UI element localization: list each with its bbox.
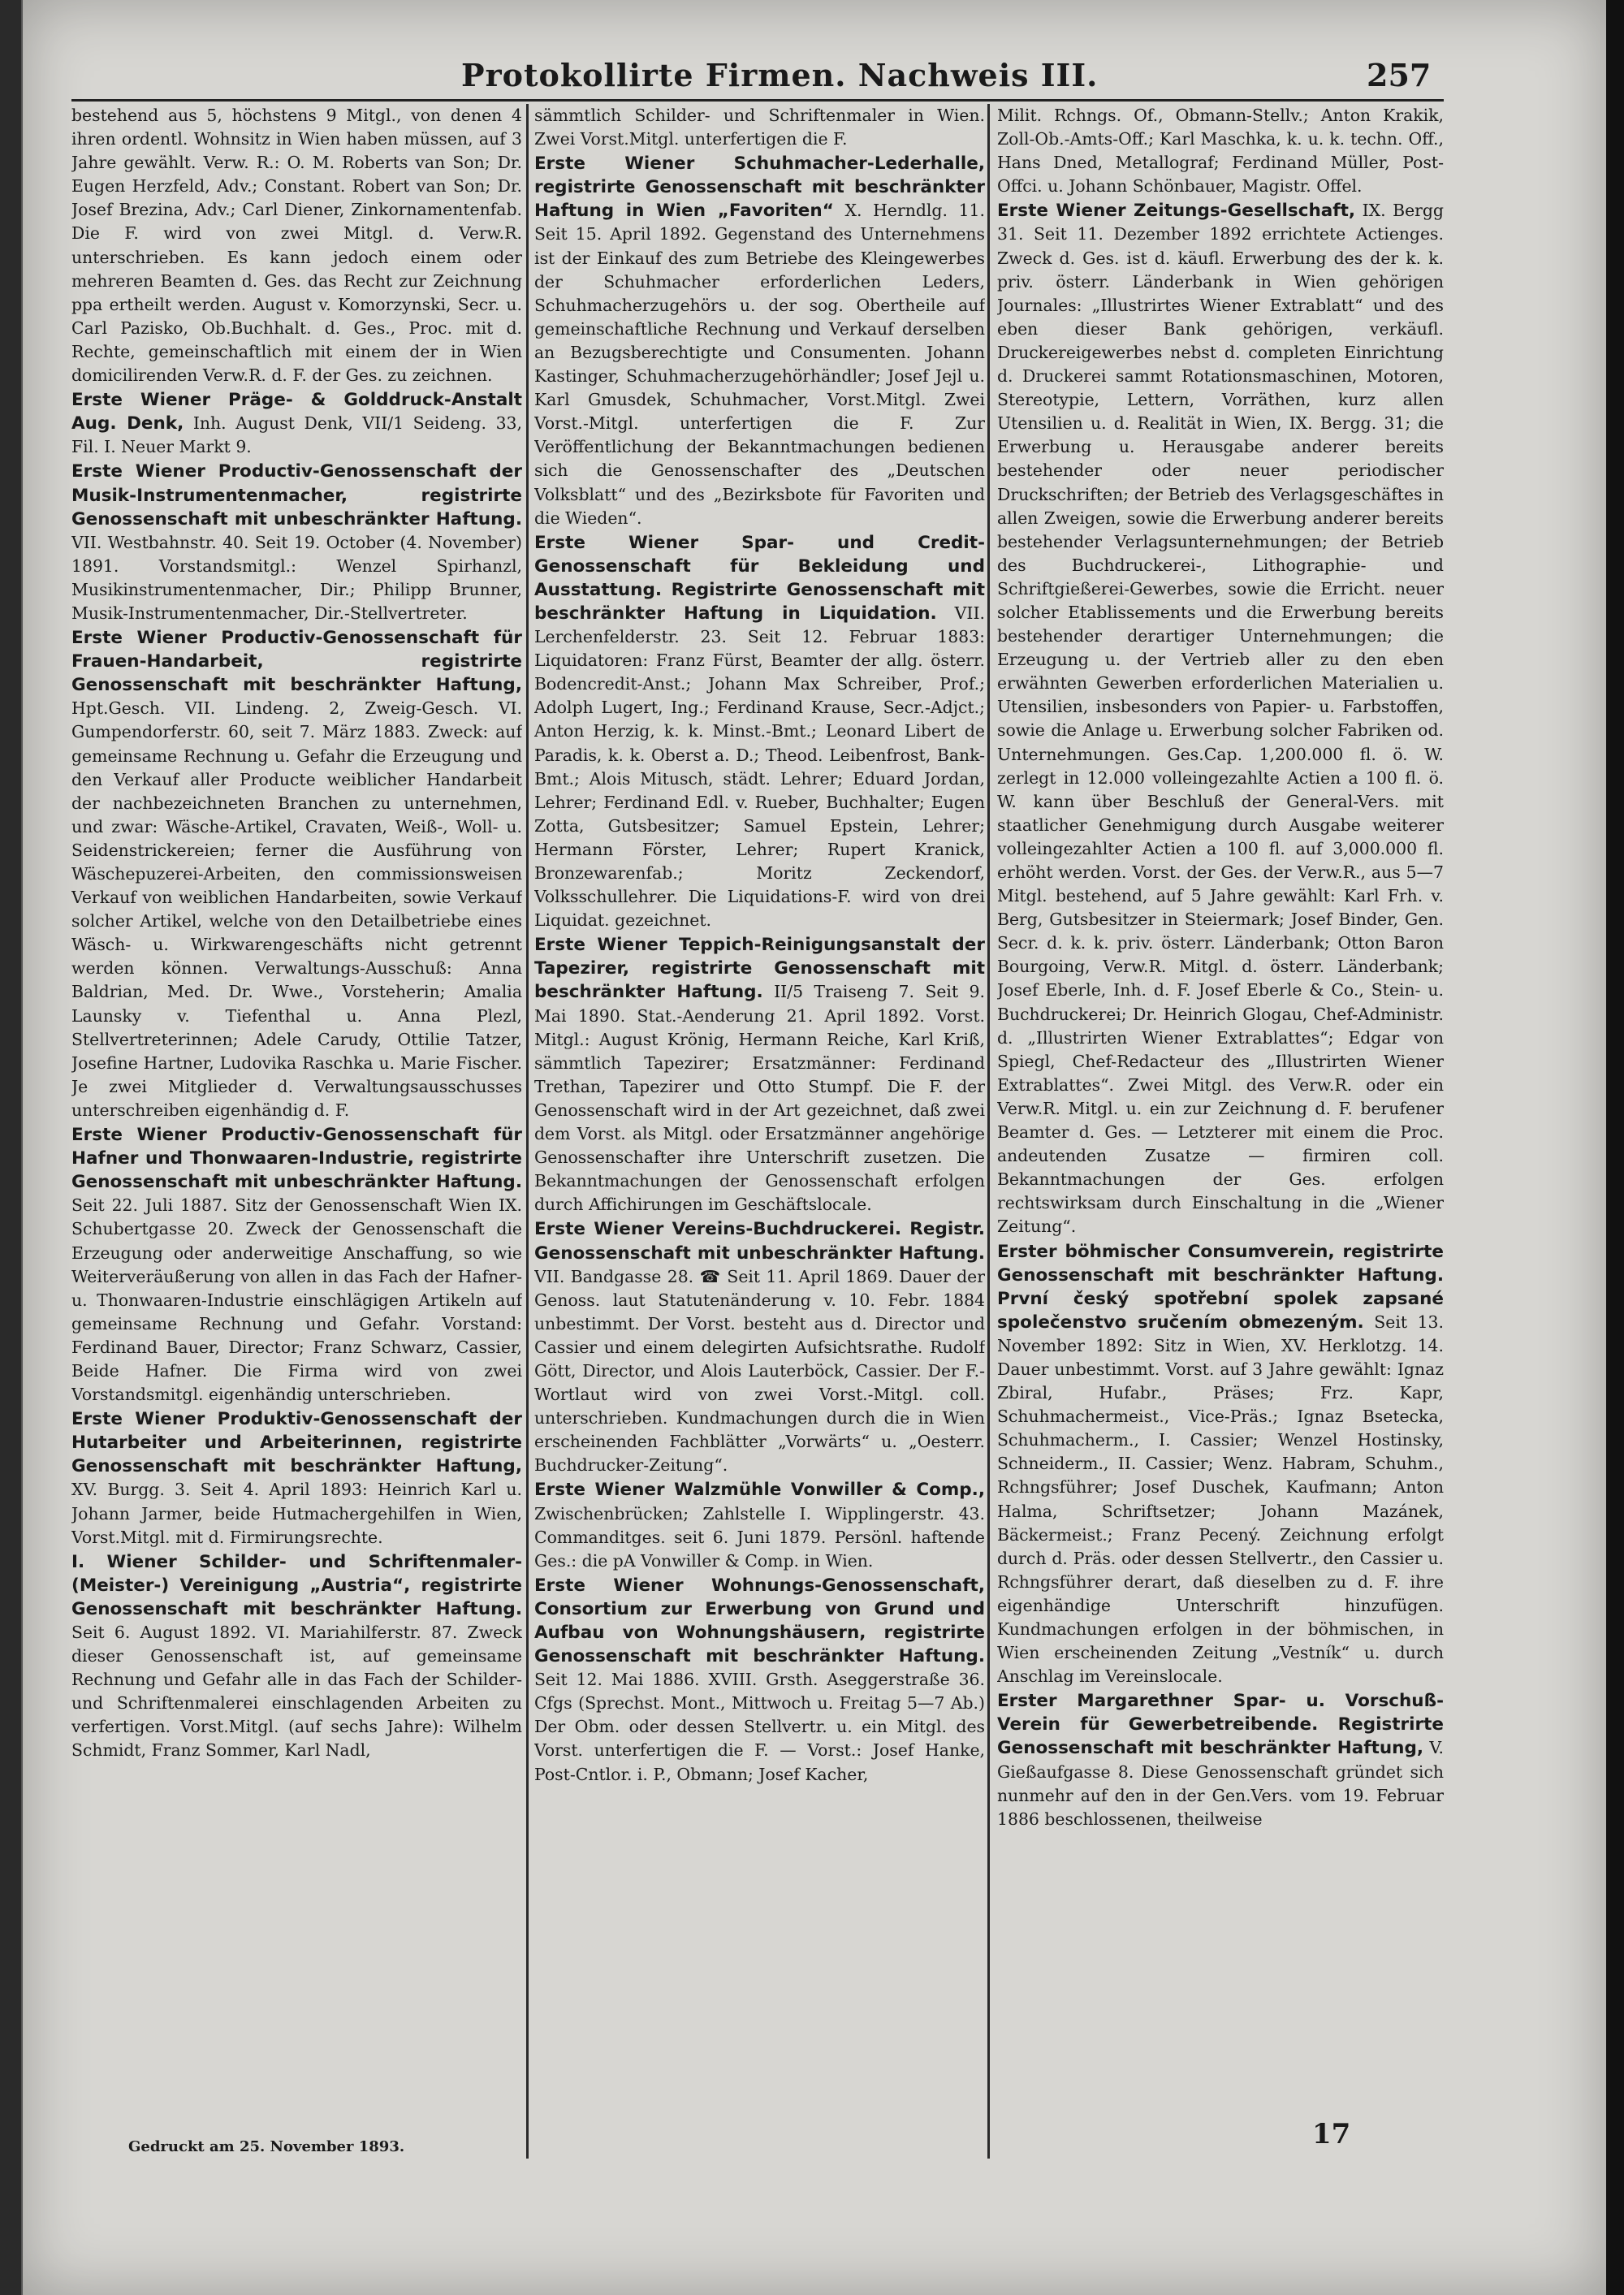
firm-name: Erste Wiener Produktiv-Genossenschaft der Hutarbeiter und Arbeiterinnen, registrirte Genossenschaft mit beschränkter Haftung, [71,1409,522,1477]
firm-name: Erste Wiener Schuhmacher-Lederhalle, registrirte Genossenschaft mit beschränkter Haftung in Wien „Favoriten“ [534,153,985,222]
entry-text: VII. Bandgasse 28. ☎ Seit 11. April 1869. Dauer der Genoss. laut Statutenänderung v. 10. Febr. 1884 unbestimmt. Der Vorst. besteht aus d. Director und Cassier und einem delegirten Aufsichtsrathe. Rudolf Gött, Director, und Alois Lauterböck, Cassier. Der F.-Wortlaut wird von zwei Vorst.-Mitgl. coll. unterschrieben. Kundmachungen durch die in Wien erscheinenden Fachblätter „Vorwärts“ u. „Oesterr. Buchdrucker-Zeitung“. [534,1266,985,1476]
firm-name: Erste Wiener Spar- und Credit-Genossenschaft für Bekleidung und Ausstattung. Registrirte Genossenschaft mit beschränkter Haftung in Liquidation. [534,532,985,624]
entry-text: sämmtlich Schilder- und Schriftenmaler in Wien. Zwei Vorst.Mitgl. unterfertigen die F. [534,106,985,149]
firm-name: Erste Wiener Teppich-Reinigungsanstalt der Tapezirer, registrirte Genossenschaft mit beschränkter Haftung. [534,935,985,1003]
entry-text: V. Gießaufgasse 8. Diese Genossenschaft gründet sich nunmehr auf den in der Gen.Vers. vom 19. Februar 1886 beschlossenen, theilweise [997,1738,1444,1829]
entry-text: Inh. August Denk, VII/1 Seideng. 33, Fil. I. Neuer Markt 9. [71,413,522,457]
entry-text: IX. Bergg 31. Seit 11. Dezember 1892 errichtete Actienges. Zweck d. Ges. ist d. käufl. Erwerbung des der k. k. priv. österr. Länderbank in Wien gehörigen Journales: „Illustrirtes Wiener Extrablatt“ und des eben dieser Bank gehörigen, verkäufl. Druckereigewerbes nebst d. completen Einrichtung d. Druckerei sammt Rotationsmaschinen, Motoren, Stereotypie, Lettern, Vorräthen, kurz allen Utensilien u. d. Realität in Wien, IX. Bergg. 31; die Erwerbung u. Herausgabe anderer bereits bestehender oder neuer periodischer Druckschriften; der Betrieb des Verlagsgeschäftes in allen Zweigen, sowie die Erwerbung anderer bereits bestehender Verlagsunternehmungen; der Betrieb des Buchdruckerei-, Lithographie- und Schriftgießerei-Gewerbes, sowie die Erricht. neuer solcher Etablissements und die Erwerbung bereits bestehender derartiger Unternehmungen; die Erzeugung u. der Vertrieb aller zu den eben erwähnten Gewerben erforderlichen Materialien u. Utensilien, insbesonders von Papier- u. Farbstoffen, sowie die Anlage u. Erwerbung solcher Fabriken od. Unternehmungen. Ges.Cap. 1,200.000 fl. ö. W. zerlegt in 12.000 volleingezahlte Actien a 100 fl. ö. W. kann über Beschluß der General-Vers. mit staatlicher Genehmigung durch Ausgabe weiterer volleingezahlter Actien a 100 fl. auf 3,000.000 fl. erhöht werden. Vorst. der Ges. der Verw.R., aus 5—7 Mitgl. bestehend, auf 5 Jahre gewählt: Karl Frh. v. Berg, Gutsbesitzer in Steiermark; Josef Binder, Gen. Secr. d. k. k. priv. österr. Länderbank; Otton Baron Bourgoing, Verw.R. Mitgl. d. österr. Länderbank; Josef Eberle, Inh. d. F. Josef Eberle & Co., Stein- u. Buchdruckerei; Dr. Heinrich Glogau, Chef-Administr. d. „Illustrirten Wiener Extrablattes“; Edgar von Spiegl, Chef-Redacteur des „Illustrirten Wiener Extrablattes“. Zwei Mitgl. des Verw.R. oder ein Verw.R. Mitgl. u. ein zur Zeichnung d. F. berufener Beamter d. Ges. — Letzterer mit einem die Proc. andeutenden Zusatze — firmiren coll. Bekanntmachungen der Ges. erfolgen rechtswirksam durch Einschaltung in die „Wiener Zeitung“. [997,201,1444,1237]
registry-entry [534,531,985,933]
registry-entry [997,199,1444,1238]
firm-name: Erste Wiener Wohnungs-Genossenschaft, Consortium zur Erwerbung von Grund und Aufbau von Wohnungshäusern, registrirte Genossenschaft mit beschränkter Haftung. [534,1575,985,1667]
firm-name: Erster Margarethner Spar- u. Vorschuß-Verein für Gewerbetreibende. Registrirte Genossenschaft mit beschränkter Haftung, [997,1691,1444,1759]
entry-text: Seit 6. August 1892. VI. Mariahilferstr. 87. Zweck dieser Genossenschaft ist, auf gemeinsame Rechnung und Gefahr alle in das Fach der Schilder- und Schriftenmalerei einschlagenden Arbeiten zu verfertigen. Vorst.Mitgl. (auf sechs Jahre): Wilhelm Schmidt, Franz Sommer, Karl Nadl, [71,1623,522,1761]
text-column-1 [71,104,522,2183]
document-page [23,0,1606,2295]
entry-text: Seit 22. Juli 1887. Sitz der Genossenschaft Wien IX. Schubertgasse 20. Zweck der Genossenschaft die Erzeugung oder anderweitige Anschaffung, so wie Weiterveräußerung von allen in das Fach der Hafner- u. Thonwaaren-Industrie einschlägigen Artikeln auf gemeinsame Rechnung und Gefahr. Vorstand: Ferdinand Bauer, Director; Franz Schwarz, Cassier, Beide Hafner. Die Firma wird von zwei Vorstandsmitgl. eigenhändig unterschrieben. [71,1195,522,1405]
registry-entry [534,1217,985,1477]
firm-name: Erste Wiener Präge- & Golddruck-Anstalt Aug. Denk, [71,390,522,434]
firm-name: Erste Wiener Walzmühle Vonwiller & Comp., [534,1480,985,1501]
registry-entry [997,1689,1444,1831]
entry-text: Hpt.Gesch. VII. Lindeng. 2, Zweig-Gesch. VI. Gumpendorferstr. 60, seit 7. März 1883. Zweck: auf gemeinsame Rechnung u. Gefahr die Erzeugung und den Verkauf aller Producte weiblicher Handarbeit der nachbezeichneten Branchen zu unternehmen, und zwar: Wäsche-Artikel, Cravaten, Weiß-, Woll- u. Seidenstrickereien; ferner die Ausführung von Wäschepuzerei-Arbeiten, den commissionsweisen Verkauf von weiblichen Handarbeiten, sowie Verkauf solcher Artikel, welche von den Detailbetriebe eines Wäsch- u. Wirkwarengeschäfts nicht getrennt werden können. Verwaltungs-Ausschuß: Anna Baldrian, Med. Dr. Wwe., Vorsteherin; Amalia Launsky v. Tiefenthal u. Anna Plezl, Stellvertreterinnen; Adele Carudy, Ottilie Tatzer, Josefine Hartner, Ludovika Raschka u. Marie Fischer. Je zwei Mitglieder d. Verwaltungsausschusses unterschreiben eigenhändig d. F. [71,698,522,1120]
page-header [23,47,1606,104]
firm-name: Erste Wiener Productiv-Genossenschaft für Hafner und Thonwaaren-Industrie, registrirte Genossenschaft mit unbeschränkter Haftung. [71,1125,522,1193]
column-separator [526,104,529,2159]
column-separator [987,104,990,2159]
registry-entry [534,933,985,1217]
header-rule [71,99,1444,102]
firm-name: Erste Wiener Zeitungs-Gesellschaft, [997,201,1356,222]
scan-border [0,0,23,2295]
entry-text: XV. Burgg. 3. Seit 4. April 1893: Heinrich Karl u. Johann Jarmer, beide Hutmachergehilfen in Wien, Vorst.Mitgl. mit d. Firmirungsrechte. [71,1480,522,1547]
entry-text: Seit 12. Mai 1886. XVIII. Grsth. Aseggerstraße 36. Cfgs (Sprechst. Mont., Mittwoch u. Freitag 5—7 Ab.) Der Obm. oder dessen Stellvertr. u. ein Mitgl. des Vorst. unterfertigen die F. — Vorst.: Josef Hanke, Post-Cntlor. i. P., Obmann; Josef Kacher, [534,1670,985,1784]
registry-entry [71,1407,522,1549]
registry-entry [997,1240,1444,1689]
firm-name: I. Wiener Schilder- und Schriftenmaler-(Meister-) Vereinigung „Austria“, registrirte Genossenschaft mit beschränkter Haftung. [71,1551,522,1619]
registry-entry [534,1478,985,1572]
firm-name: Erster böhmischer Consumverein, registrirte Genossenschaft mit beschränkter Haftung. První český spotřební spolek zapsané společenstvo sručením obmezeným. [997,1241,1444,1333]
running-title: Protokollirte Firmen. Nachweis III. [461,57,1099,93]
registry-entry [997,104,1444,198]
text-column-2 [534,104,985,2183]
entry-text: Zwischenbrücken; Zahlstelle I. Wipplingerstr. 43. Commanditges. seit 6. Juni 1879. Persönl. haftende Ges.: die pA Vonwiller & Comp. in Wien. [534,1503,985,1571]
registry-entry [534,104,985,151]
signature-mark: 17 [1312,2118,1351,2150]
registry-entry [71,460,522,625]
print-date: Gedruckt am 25. November 1893. [128,2138,405,2155]
registry-entry [534,152,985,530]
entry-text: VII. Lerchenfelderstr. 23. Seit 12. Februar 1883: Liquidatoren: Franz Fürst, Beamter der allg. österr. Bodencredit-Anst.; Johann Max Schreiber, Prof.; Adolph Lugert, Ing.; Ferdinand Krause, Secr.-Adjct.; Anton Herzig, k. k. Minst.-Bmt.; Leonard Libert de Paradis, k. k. Oberst a. D.; Theod. Leibenfrost, Bank-Bmt.; Alois Mitusch, städt. Lehrer; Eduard Jordan, Lehrer; Ferdinand Edl. v. Rueber, Buchhalter; Eugen Zotta, Gutsbesitzer; Samuel Epstein, Lehrer; Hermann Förster, Lehrer; Rupert Kranick, Bronzewarenfab.; Moritz Zeckendorf, Volksschullehrer. Die Liquidations-F. wird von drei Liquidat. gezeichnet. [534,603,985,931]
entry-text: Seit 13. November 1892: Sitz in Wien, XV. Herklotzg. 14. Dauer unbestimmt. Vorst. auf 3 Jahre gewählt: Ignaz Zbiral, Hufabr., Präses; Frz. Kapr, Schuhmachermeist., Vice-Präs.; Ignaz Bsetecka, Schuhmacherm., I. Cassier; Wenzel Hostinsky, Schneiderm., II. Cassier; Wenz. Habram, Schuhm., Rchngsführer; Josef Duschek, Kaufmann; Anton Halma, Schriftsetzer; Johann Mazánek, Bäckermeist.; Franz Pecený. Zeichnung erfolgt durch d. Präs. oder dessen Stellvertr., den Cassier u. Rchngsführer derart, daß dieselben zu d. F. ihre eigenhändige Unterschrift hinzufügen. Kundmachungen erfolgen in der böhmischen, in Wien erscheinenden Zeitung „Vestník“ u. durch Anschlag im Vereinslocale. [997,1312,1444,1687]
registry-entry [71,1123,522,1407]
page-number: 257 [1367,57,1432,93]
firm-name: Erste Wiener Productiv-Genossenschaft der Musik-Instrumentenmacher, registrirte Genossenschaft mit unbeschränkter Haftung. [71,461,522,529]
registry-entry [534,1574,985,1787]
registry-entry [71,1550,522,1763]
entry-text: Milit. Rchngs. Of., Obmann-Stellv.; Anton Krakik, Zoll-Ob.-Amts-Off.; Karl Maschka, k. u. k. techn. Off., Hans Dned, Metallograf; Ferdinand Müller, Post-Offci. u. Johann Schönbauer, Magistr. Offel. [997,106,1444,197]
entry-text: X. Herndlg. 11. Seit 15. April 1892. Gegenstand des Unternehmens ist der Einkauf des zum Betriebe des Kleingewerbes der Schuhmacher erforderlichen Leders, Schuhmacherzugehörs u. der sog. Obertheile auf gemeinschaftliche Rechnung und Verkauf derselben an Bezugsberechtigte und Consumenten. Johann Kastinger, Schuhmacherzugehörhändler; Josef Jejl u. Karl Gmusdek, Schuhmacher, Vorst.Mitgl. Zwei Vorst.-Mitgl. unterfertigen die F. Zur Veröffentlichung der Bekanntmachungen bedienen sich die Genossenschafter des „Deutschen Volksblatt“ und des „Bezirksbote für Favoriten und die Wieden“. [534,201,985,528]
registry-entry [71,388,522,459]
entry-text: II/5 Traiseng 7. Seit 9. Mai 1890. Stat.-Aenderung 21. April 1892. Vorst. Mitgl.: August Krönig, Hermann Reiche, Karl Kriß, sämmtlich Tapezirer; Ersatzmänner: Ferdinand Trethan, Tapezirer und Otto Stumpf. Die F. der Genossenschaft wird in der Art gezeichnet, daß zwei dem Vorst. als Mitgl. oder Ersatzmänner angehörige Genossenschafter ihre Unterschrift zusetzen. Die Bekanntmachungen der Genossenschaft erfolgen durch Affichirungen im Geschäftslocale. [534,982,985,1215]
entry-text: bestehend aus 5, höchstens 9 Mitgl., von denen 4 ihren ordentl. Wohnsitz in Wien haben müssen, auf 3 Jahre gewählt. Verw. R.: O. M. Roberts van Son; Dr. Eugen Herzfeld, Adv.; Constant. Robert van Son; Dr. Josef Brezina, Adv.; Carl Diener, Zinkornamentenfab. Die F. wird von zwei Mitgl. d. Verw.R. unterschrieben. Es kann jedoch einem oder mehreren Beamten d. Ges. das Recht zur Zeichnung ppa ertheilt werden. August v. Komorzynski, Secr. u. Carl Pazisko, Ob.Buchhalt. d. Ges., Proc. mit d. Rechte, gemeinschaftlich mit einem der in Wien domicilirenden Verw.R. d. F. der Ges. zu zeichnen. [71,106,522,386]
firm-name: Erste Wiener Productiv-Genossenschaft für Frauen-Handarbeit, registrirte Genossenschaft mit beschränkter Haftung, [71,628,522,696]
registry-entry [71,104,522,387]
firm-name: Erste Wiener Vereins-Buchdruckerei. Registr. Genossenschaft mit unbeschränkter Haftung. [534,1219,985,1264]
entry-text: VII. Westbahnstr. 40. Seit 19. October (4. November) 1891. Vorstandsmitgl.: Wenzel Spirhanzl, Musikinstrumentenmacher, Dir.; Philipp Brunner, Musik-Instrumentenmacher, Dir.-Stellvertreter. [71,532,522,623]
text-column-3 [997,104,1444,2183]
registry-entry [71,626,522,1122]
